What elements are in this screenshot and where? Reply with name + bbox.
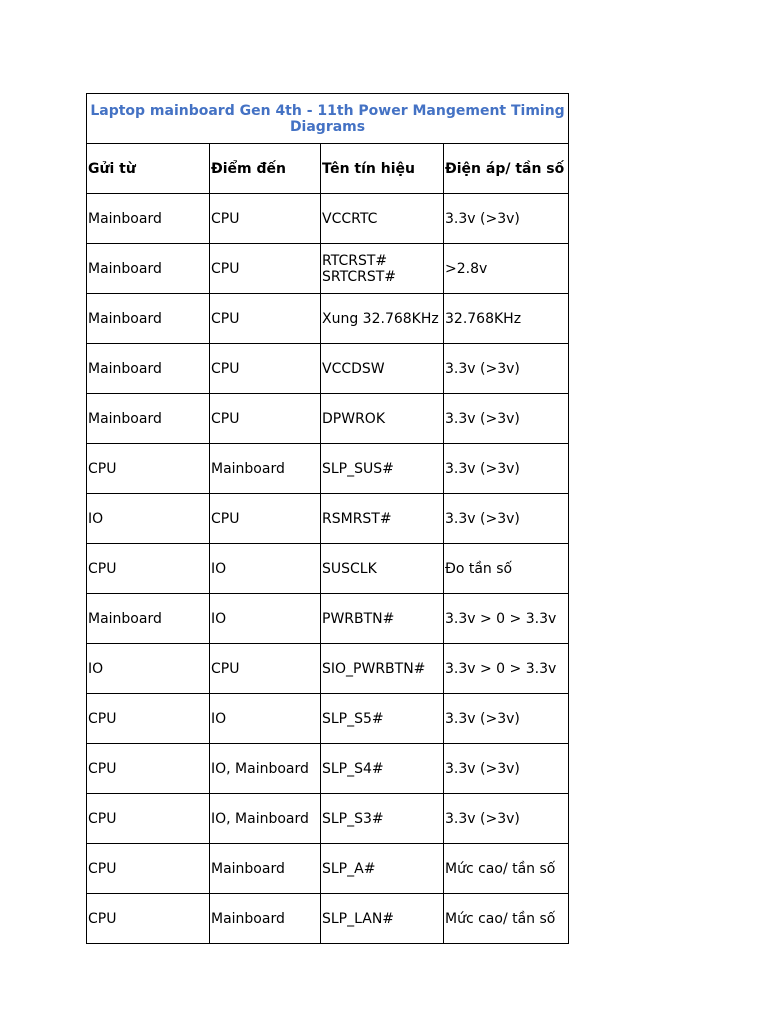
cell-to: CPU <box>210 194 321 244</box>
cell-from: CPU <box>87 694 210 744</box>
table-row <box>87 294 569 344</box>
cell-from: CPU <box>87 844 210 894</box>
cell-from: Mainboard <box>87 294 210 344</box>
table-row <box>87 694 569 744</box>
cell-signal: SLP_S3# <box>321 794 444 844</box>
table-row <box>87 544 569 594</box>
cell-signal: SUSCLK <box>321 544 444 594</box>
cell-from: Mainboard <box>87 394 210 444</box>
cell-to: Mainboard <box>210 894 321 944</box>
cell-voltage: 3.3v (>3v) <box>444 194 569 244</box>
cell-voltage: 32.768KHz <box>444 294 569 344</box>
cell-signal: Xung 32.768KHz <box>321 294 444 344</box>
cell-voltage: 3.3v (>3v) <box>444 444 569 494</box>
cell-signal: DPWROK <box>321 394 444 444</box>
table-title: Laptop mainboard Gen 4th - 11th Power Mangement Timing Diagrams <box>87 94 569 144</box>
cell-voltage: 3.3v (>3v) <box>444 344 569 394</box>
cell-signal: SLP_S4# <box>321 744 444 794</box>
table-row <box>87 794 569 844</box>
cell-to: CPU <box>210 644 321 694</box>
cell-voltage: Mức cao/ tần số <box>444 894 569 944</box>
cell-voltage: 3.3v (>3v) <box>444 744 569 794</box>
cell-to: IO, Mainboard <box>210 744 321 794</box>
column-header-to: Điểm đến <box>210 144 321 194</box>
column-header-from: Gửi từ <box>87 144 210 194</box>
cell-voltage: >2.8v <box>444 244 569 294</box>
cell-from: IO <box>87 494 210 544</box>
cell-to: CPU <box>210 244 321 294</box>
table-body <box>87 194 569 944</box>
cell-voltage: 3.3v (>3v) <box>444 494 569 544</box>
cell-from: CPU <box>87 544 210 594</box>
header-row <box>87 144 569 194</box>
cell-voltage: 3.3v (>3v) <box>444 694 569 744</box>
cell-to: Mainboard <box>210 844 321 894</box>
table-row <box>87 444 569 494</box>
table-row <box>87 894 569 944</box>
cell-signal: RTCRST# SRTCRST# <box>321 244 444 294</box>
cell-to: CPU <box>210 344 321 394</box>
table-row <box>87 344 569 394</box>
cell-to: IO <box>210 594 321 644</box>
cell-voltage: 3.3v > 0 > 3.3v <box>444 594 569 644</box>
cell-from: CPU <box>87 744 210 794</box>
table-row <box>87 244 569 294</box>
cell-signal: SLP_LAN# <box>321 894 444 944</box>
table-row <box>87 394 569 444</box>
cell-voltage: 3.3v (>3v) <box>444 794 569 844</box>
title-row <box>87 94 569 144</box>
cell-signal: SLP_SUS# <box>321 444 444 494</box>
cell-to: CPU <box>210 494 321 544</box>
cell-signal: RSMRST# <box>321 494 444 544</box>
column-header-signal: Tên tín hiệu <box>321 144 444 194</box>
cell-from: Mainboard <box>87 194 210 244</box>
document-sheet <box>86 93 568 944</box>
cell-to: IO, Mainboard <box>210 794 321 844</box>
cell-signal: SLP_S5# <box>321 694 444 744</box>
table-row <box>87 644 569 694</box>
cell-signal: SLP_A# <box>321 844 444 894</box>
cell-signal: SIO_PWRBTN# <box>321 644 444 694</box>
timing-table <box>86 93 569 944</box>
cell-to: IO <box>210 694 321 744</box>
table-row <box>87 494 569 544</box>
cell-from: Mainboard <box>87 244 210 294</box>
cell-to: Mainboard <box>210 444 321 494</box>
table-row <box>87 194 569 244</box>
cell-from: Mainboard <box>87 594 210 644</box>
table-row <box>87 744 569 794</box>
cell-from: CPU <box>87 444 210 494</box>
cell-signal: VCCRTC <box>321 194 444 244</box>
cell-voltage: Đo tần số <box>444 544 569 594</box>
cell-voltage: 3.3v (>3v) <box>444 394 569 444</box>
cell-signal: PWRBTN# <box>321 594 444 644</box>
table-row <box>87 844 569 894</box>
cell-from: IO <box>87 644 210 694</box>
cell-voltage: 3.3v > 0 > 3.3v <box>444 644 569 694</box>
cell-to: CPU <box>210 294 321 344</box>
table-row <box>87 594 569 644</box>
column-header-voltage: Điện áp/ tần số <box>444 144 569 194</box>
cell-to: CPU <box>210 394 321 444</box>
cell-from: CPU <box>87 794 210 844</box>
cell-from: Mainboard <box>87 344 210 394</box>
cell-voltage: Mức cao/ tần số <box>444 844 569 894</box>
cell-to: IO <box>210 544 321 594</box>
cell-from: CPU <box>87 894 210 944</box>
cell-signal: VCCDSW <box>321 344 444 394</box>
